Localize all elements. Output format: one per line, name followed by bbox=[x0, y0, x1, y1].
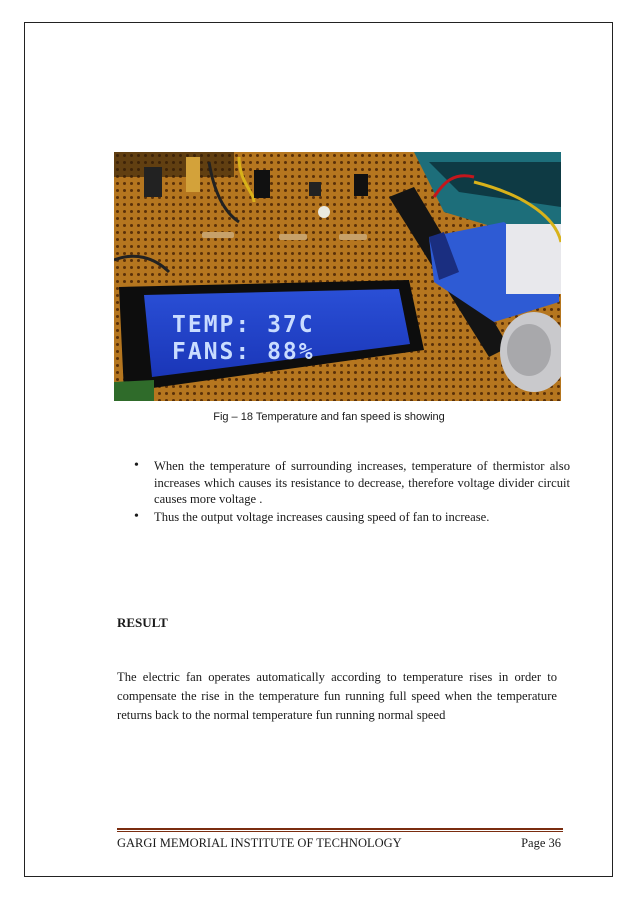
list-item: • Thus the output voltage increases causing speed of fan to increase. bbox=[130, 509, 570, 526]
result-paragraph: The electric fan operates automatically according to temperature rises in order to compensate the rise in the temperature fun running full speed when the temperature returns back to the normal temperature fun running normal speed bbox=[117, 670, 557, 722]
figure-caption: Fig – 18 Temperature and fan speed is showing bbox=[213, 411, 445, 423]
circuit-photo bbox=[114, 152, 561, 401]
list-item: • When the temperature of surrounding increases, temperature of thermistor also increases which causes its resistance to decrease, therefore voltage divider circuit causes more voltage . bbox=[130, 458, 570, 508]
footer-institute: GARGI MEMORIAL INSTITUTE OF TECHNOLOGY bbox=[117, 836, 402, 850]
lcd-line-1: TEMP: 37C bbox=[172, 312, 315, 338]
footer-divider bbox=[117, 828, 563, 832]
lcd-line-2: FANS: 88% bbox=[172, 339, 315, 365]
page-number: Page 36 bbox=[521, 836, 561, 850]
result-heading: RESULT bbox=[117, 615, 168, 630]
page-border bbox=[24, 22, 613, 877]
bullet-list bbox=[130, 458, 570, 526]
